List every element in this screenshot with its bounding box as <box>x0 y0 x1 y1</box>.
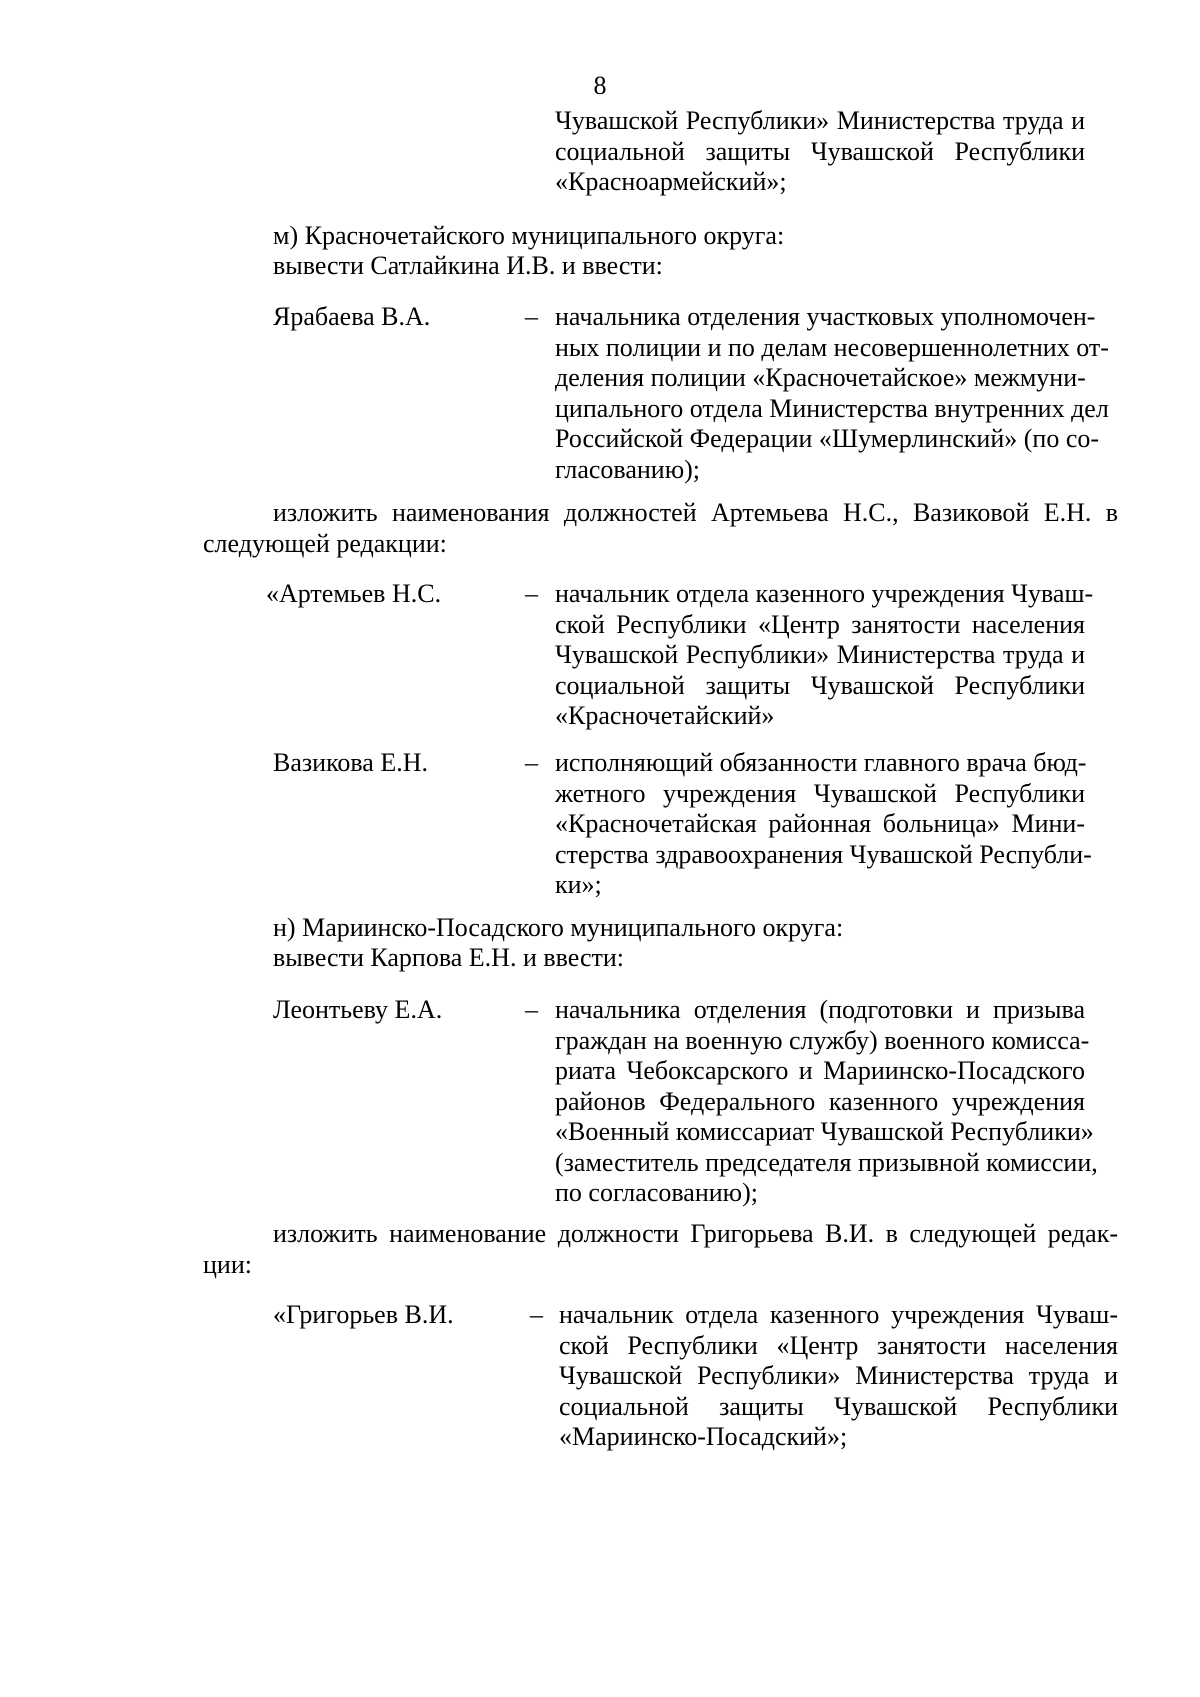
text-line: ки»; <box>555 870 602 899</box>
entry-name: «Артемьев Н.С. <box>266 579 442 608</box>
section-m-heading: м) Красночетайского муниципального округа: <box>273 221 785 250</box>
text-line: начальник отдела казенного учреждения Чуваш- <box>559 1300 1118 1329</box>
entry-description <box>555 302 1109 485</box>
entry-name: Ярабаева В.А. <box>273 302 431 331</box>
section-m-action: вывести Сатлайкина И.В. и ввести: <box>273 251 663 280</box>
text-line: граждан на военную службу) военного комисса- <box>555 1025 1090 1055</box>
text-line: стерства здравоохранения Чувашской Республи- <box>555 839 1092 869</box>
text-line: по согласованию); <box>555 1178 758 1207</box>
text-line: (заместитель председателя призывной комиссии, <box>555 1147 1098 1177</box>
text-line: риата Чебоксарского и Мариинско-Посадского <box>555 1056 1085 1085</box>
entry-dash: – <box>525 995 538 1024</box>
text-line: следующей редакции: <box>203 528 447 558</box>
text-line: «Красноармейский»; <box>555 167 787 196</box>
text-line: ции: <box>203 1249 252 1279</box>
text-line: деления полиции «Красночетайское» межмуни- <box>555 363 1086 392</box>
text-line: социальной защиты Чувашской Республики <box>559 1391 1118 1421</box>
rename-intro <box>203 1219 1118 1280</box>
text-line: жетного учреждения Чувашской Республики <box>555 778 1085 808</box>
entry-dash: – <box>530 1300 543 1329</box>
entry-name: «Григорьев В.И. <box>273 1300 454 1329</box>
text-line: Российской Федерации «Шумерлинский» (по со- <box>555 424 1100 453</box>
text-line: ской Республики «Центр занятости населения <box>559 1330 1118 1360</box>
entry-name: Вазикова Е.Н. <box>273 748 429 777</box>
text-line: «Красночетайская районная больница» Мини- <box>555 809 1085 838</box>
continuation-text <box>555 106 1085 198</box>
text-line: «Военный комиссариат Чувашской Республики» <box>555 1117 1094 1146</box>
text-line: Чувашской Республики» Министерства труда и <box>555 106 1085 135</box>
text-line: исполняющий обязанности главного врача бюд- <box>555 748 1087 777</box>
entry-name: Леонтьеву Е.А. <box>273 995 443 1024</box>
text-line: изложить наименования должностей Артемьева Н.С., Вазиковой Е.Н. в <box>273 498 1118 527</box>
entry-dash: – <box>525 302 538 331</box>
entry-description <box>559 1300 1118 1453</box>
text-line: Чувашской Республики» Министерства труда и <box>559 1361 1118 1390</box>
text-line: изложить наименование должности Григорьева В.И. в следующей редак- <box>273 1219 1118 1248</box>
entry-dash: – <box>525 579 538 608</box>
text-line: «Красночетайский» <box>555 701 775 730</box>
page-number: 8 <box>593 71 607 100</box>
text-line: ных полиции и по делам несовершеннолетних от- <box>555 332 1109 362</box>
text-line: ской Республики «Центр занятости населения <box>555 609 1085 639</box>
text-line: социальной защиты Чувашской Республики <box>555 670 1085 700</box>
text-line: начальник отдела казенного учреждения Чуваш- <box>555 579 1094 608</box>
text-line: социальной защиты Чувашской Республики <box>555 136 1085 166</box>
text-line: начальника отделения участковых уполномочен- <box>555 302 1096 331</box>
text-line: начальника отделения (подготовки и призыва <box>555 995 1085 1024</box>
entry-description <box>555 748 1092 901</box>
rename-intro <box>203 498 1118 559</box>
entry-description <box>555 995 1098 1209</box>
section-n-heading: н) Мариинско-Посадского муниципального округа: <box>273 913 844 942</box>
text-line: «Мариинско-Посадский»; <box>559 1422 848 1451</box>
text-line: районов Федерального казенного учреждения <box>555 1086 1085 1116</box>
text-line: гласованию); <box>555 454 701 484</box>
entry-dash: – <box>525 748 538 777</box>
text-line: ципального отдела Министерства внутренних дел <box>555 393 1109 423</box>
text-line: Чувашской Республики» Министерства труда и <box>555 640 1085 669</box>
entry-description <box>555 579 1094 732</box>
section-n-action: вывести Карпова Е.Н. и ввести: <box>273 943 624 972</box>
